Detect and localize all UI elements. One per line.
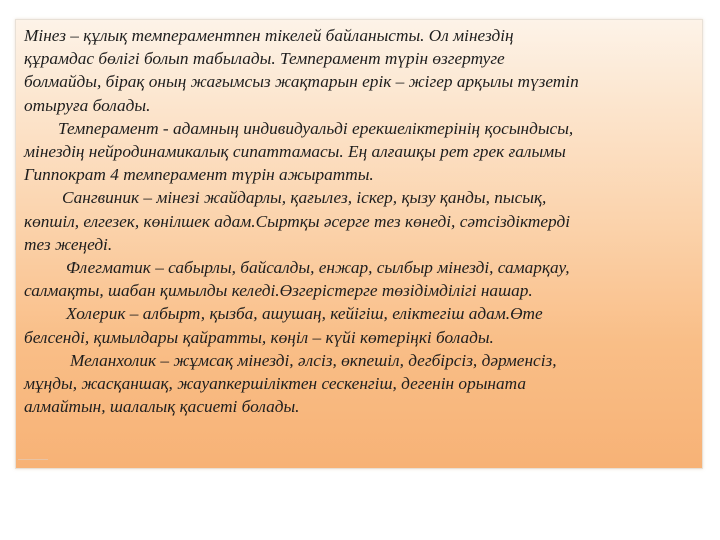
text-line: Мінез – құлық темпераментпен тікелей байланысты. Ол мінездің — [24, 26, 514, 45]
text-panel — [15, 19, 703, 469]
text-line: мінездің нейродинамикалық сипаттамасы. Ең алғашқы рет грек ғалымы — [24, 142, 566, 162]
text-line: алмайтын, шалалық қасиеті болады. — [24, 397, 300, 417]
text-line: мұңды, жасқаншақ, жауапкершіліктен сескенгіш, дегенін орыната — [24, 374, 526, 394]
text-line: Флегматик – сабырлы, байсалды, енжар, сылбыр мінезді, самарқау, — [66, 258, 570, 278]
text-line: Холерик – албырт, қызба, ашушаң, кейігіш, еліктегіш адам.Өте — [66, 304, 543, 324]
text-line: болмайды, бірақ оның жағымсыз жақтарын ерік – жігер арқылы түзетіп — [24, 72, 579, 92]
divider — [18, 459, 48, 460]
text-line: көпшіл, елгезек, көнілшек адам.Сыртқы әсерге тез көнеді, сәтсіздіктерді — [24, 211, 571, 231]
text-line: құрамдас бөлігі болып табылады. Темперамент түрін өзгертуге — [24, 49, 505, 69]
text-line: отыруға болады. — [24, 95, 151, 115]
text-line: белсенді, қимылдары қайратты, көңіл – күйі көтеріңкі болады. — [24, 327, 494, 347]
text-line: салмақты, шабан қимылды келеді.Өзгерістерге төзідімділігі нашар. — [24, 281, 533, 301]
text-line: Гиппократ 4 темперамент түрін ажыратты. — [24, 165, 374, 185]
body-text — [24, 24, 696, 418]
text-line: Меланхолик – жұмсақ мінезді, әлсіз, өкпешіл, дегбірсіз, дәрменсіз, — [70, 350, 557, 370]
text-line: Сангвиник – мінезі жайдарлы, қағылез, іскер, қызу қанды, пысық, — [62, 188, 547, 208]
text-line: Темперамент - адамның индивидуальді ерекшеліктерінің қосындысы, — [58, 118, 574, 138]
text-line: тез жеңеді. — [24, 234, 113, 254]
